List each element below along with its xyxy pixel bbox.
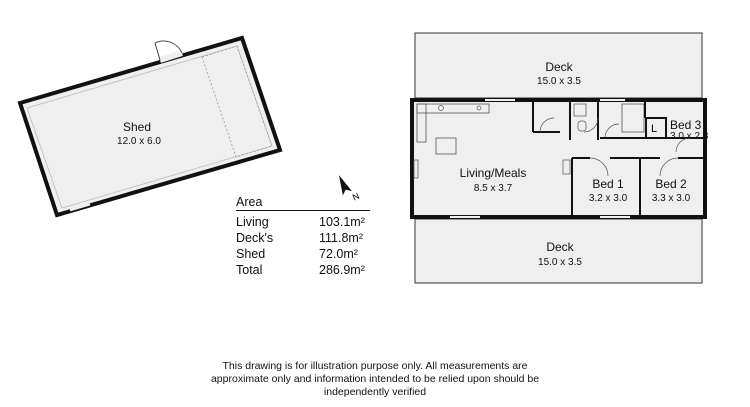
north-arrow-icon [334,173,352,195]
bed1-name: Bed 1 [592,177,624,191]
bed1-dims: 3.2 x 3.0 [588,193,628,204]
area-label: Living [236,215,269,229]
area-value: 72.0m² [319,247,358,261]
laundry-label: L [651,123,658,135]
area-label: Total [236,263,263,277]
area-table [236,195,370,278]
disclaimer-line-2: approximate only and information intended to be relied upon should be [210,373,540,385]
area-label: Deck's [236,231,274,245]
area-value: 286.9m² [319,263,365,277]
disclaimer-line-1: This drawing is for illustration purpose only. All measurements are [222,360,528,372]
disclaimer-line-3: independently verified [323,386,427,398]
area-row-total [236,262,370,278]
area-label: Shed [236,247,266,261]
area-value: 111.8m² [319,231,364,245]
bed3-dims: 3.0 x 2.8 [670,131,709,142]
living-name: Living/Meals [459,166,527,180]
area-row-decks [236,230,370,246]
deck-bottom-name: Deck [546,240,574,254]
deck-bottom-dims: 15.0 x 3.5 [538,257,582,268]
area-value: 103.1m² [319,215,365,229]
area-row-shed [236,246,370,262]
bed2-name: Bed 2 [655,177,687,191]
bed2-dims: 3.3 x 3.0 [651,193,691,204]
bed3-name: Bed 3 [670,118,702,132]
shed-name: Shed [122,120,152,134]
north-label: N [350,190,362,203]
deck-top-name: Deck [545,60,573,74]
area-row-living [236,214,370,230]
area-title: Area [236,195,370,211]
living-dims: 8.5 x 3.7 [473,183,513,194]
shed-dims: 12.0 x 6.0 [117,136,161,147]
deck-top-dims: 15.0 x 3.5 [537,76,581,87]
disclaimer [180,360,570,399]
